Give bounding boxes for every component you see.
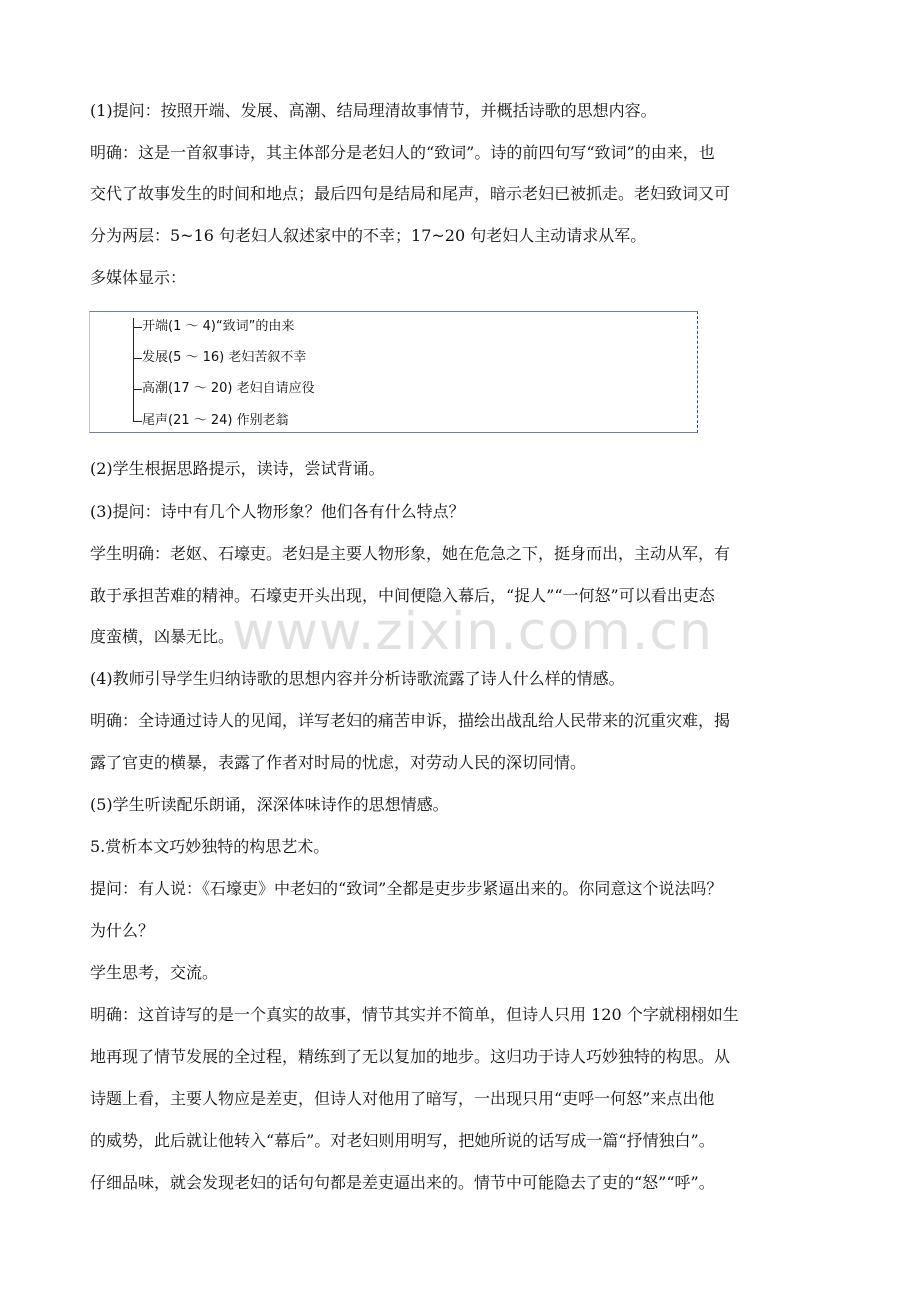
paragraph-line: (2)学生根据思路提示，读诗，尝试背诵。 — [90, 459, 385, 478]
paragraph-line: 露了官吏的横暴，表露了作者对时局的忧虑，对劳动人民的深切同情。 — [90, 753, 587, 772]
paragraph-line: 明确：全诗通过诗人的见闻，详写老妇的痛苦申诉，描绘出战乱给人民带来的沉重灾难，揭 — [90, 711, 731, 730]
paragraph-line: 多媒体显示： — [90, 268, 187, 287]
paragraph-line: 明确：这是一首叙事诗，其主体部分是老妇人的“致词”。诗的前四句写“致词”的由来，也 — [90, 143, 715, 162]
paragraph-line: 度蛮横，凶暴无比。 — [90, 627, 235, 646]
paragraph-line: (3)提问：诗中有几个人物形象？他们各有什么特点？ — [90, 502, 465, 521]
paragraph-line: 学生思考，交流。 — [90, 963, 219, 982]
outline-item: 尾声(21 ～ 24) 作别老翁 — [142, 413, 289, 428]
paragraph-line: (5)学生听读配乐朗诵，深深体味诗作的思想情感。 — [90, 795, 449, 814]
paragraph-line: 地再现了情节发展的全过程，精练到了无以复加的地步。这归功于诗人巧妙独特的构思。从 — [90, 1047, 731, 1066]
outline-branch — [133, 358, 142, 359]
paragraph-line: 分为两层：5~16 句老妇人叙述家中的不幸；17~20 句老妇人主动请求从军。 — [90, 226, 647, 245]
outline-branch — [133, 421, 142, 422]
outline-item: 发展(5 ～ 16) 老妇苦叙不幸 — [142, 350, 307, 365]
paragraph-line: 明确：这首诗写的是一个真实的故事，情节其实并不简单，但诗人只用 120 个字就栩栩如生 — [90, 1005, 739, 1024]
paragraph-line: 诗题上看，主要人物应是差吏，但诗人对他用了暗写，一出现只用“吏呼一何怒”来点出他 — [90, 1089, 715, 1108]
outline-branch — [133, 389, 142, 390]
paragraph-line: 为什么？ — [90, 921, 155, 940]
paragraph-line: 的威势，此后就让他转入“幕后”。对老妇则用明写，把她所说的话写成一篇“抒情独白”。 — [90, 1131, 715, 1150]
outline-tree-trunk — [133, 318, 134, 422]
watermark: www.zixin.com.cn — [232, 602, 713, 662]
paragraph-line: (1)提问：按照开端、发展、高潮、结局理清故事情节，并概括诗歌的思想内容。 — [90, 101, 657, 120]
outline-item: 高潮(17 ～ 20) 老妇自请应役 — [142, 381, 315, 396]
paragraph-line: 5.赏析本文巧妙独特的构思艺术。 — [90, 837, 330, 856]
paragraph-line: 仔细品味，就会发现老妇的话句句都是差吏逼出来的。情节中可能隐去了吏的“怒”“呼”。 — [90, 1173, 715, 1192]
paragraph-line: 提问：有人说：《石壕吏》中老妇的“致词”全都是吏步步紧逼出来的。你同意这个说法吗？ — [90, 879, 723, 898]
outline-branch — [133, 327, 142, 328]
outline-item: 开端(1 ～ 4)“致词”的由来 — [142, 319, 295, 334]
paragraph-line: (4)教师引导学生归纳诗歌的思想内容并分析诗歌流露了诗人什么样的情感。 — [90, 669, 625, 688]
paragraph-line: 交代了故事发生的时间和地点；最后四句是结局和尾声，暗示老妇已被抓走。老妇致词又可 — [90, 184, 731, 203]
paragraph-line: 学生明确：老妪、石壕吏。老妇是主要人物形象，她在危急之下，挺身而出，主动从军，有 — [90, 544, 731, 563]
paragraph-line: 敢于承担苦难的精神。石壕吏开头出现，中间便隐入幕后，“捉人”“一何怒”可以看出吏态 — [90, 586, 715, 605]
